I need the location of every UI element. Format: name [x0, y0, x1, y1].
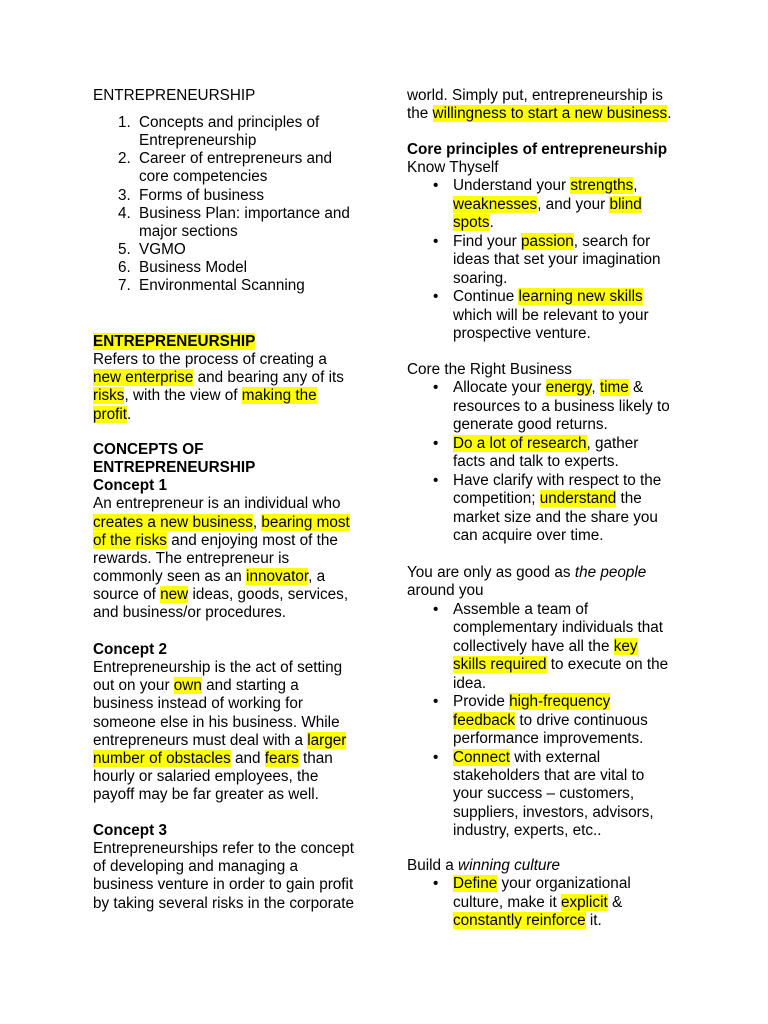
text-segment: , a: [308, 568, 326, 586]
text-segment: Entrepreneurships refer to the concept: [93, 840, 355, 858]
bullet-icon: [433, 472, 438, 490]
outline-text: [139, 277, 393, 295]
highlighted-text: larger: [307, 731, 347, 749]
bullet-icon: [433, 749, 438, 767]
text-line: [139, 150, 393, 168]
outline-item: [93, 259, 393, 277]
principle-section: [407, 564, 752, 841]
text-segment: business venture in order to gain profit: [93, 876, 354, 894]
definition-heading: [93, 333, 393, 351]
highlighted-text: own: [173, 677, 202, 695]
text-line: [453, 307, 752, 325]
bullet-icon: [433, 693, 438, 711]
text-segment: someone else in his business. While: [93, 713, 340, 731]
text-line: [453, 619, 752, 637]
outline-number: 4.: [118, 204, 131, 222]
text-line: [93, 786, 393, 804]
text-segment: stakeholders that are vital to: [453, 766, 645, 784]
outline-text: [139, 150, 393, 186]
highlighted-text: blind: [609, 195, 642, 213]
text-line: [453, 656, 752, 674]
highlighted-text: constantly reinforce: [453, 912, 586, 930]
outline-text: [139, 114, 393, 150]
text-line: [93, 895, 393, 913]
text-segment: .: [127, 405, 132, 423]
bullet-text: [453, 435, 752, 472]
text-segment: with external: [509, 748, 601, 766]
text-line: [407, 105, 752, 123]
text-line: [139, 114, 393, 132]
text-segment: Understand your: [453, 177, 571, 195]
outline-item: [93, 187, 393, 205]
text-segment: Environmental Scanning: [139, 277, 305, 295]
text-line: [93, 441, 393, 459]
text-segment: and bearing any of its: [193, 369, 344, 387]
text-segment: collectively have all the: [453, 637, 614, 655]
highlighted-text: number of obstacles: [93, 749, 231, 767]
text-line: [93, 840, 393, 858]
text-line: [139, 205, 393, 223]
text-line: [453, 894, 752, 912]
text-line: [93, 586, 393, 604]
text-segment: Refers to the process of creating a: [93, 351, 327, 369]
text-segment: Entrepreneurship is the act of setting: [93, 659, 343, 677]
text-segment: performance improvements.: [453, 730, 644, 748]
text-line: [453, 288, 752, 306]
text-segment: rewards. The entrepreneur is: [93, 549, 290, 567]
principles-heading: Core principles of entrepreneurship: [407, 141, 668, 158]
bullet-icon: [433, 379, 438, 397]
outline-text: [139, 259, 393, 277]
text-line: [453, 214, 752, 232]
text-line: [93, 351, 393, 369]
text-segment: the: [407, 105, 433, 123]
text-segment: market size and the share you: [453, 508, 658, 526]
bullet-item: [407, 875, 752, 930]
text-segment: CONCEPTS OF: [93, 441, 204, 458]
concepts-heading: [93, 441, 393, 477]
outline-item: [93, 241, 393, 259]
text-segment: You are only as good as: [407, 564, 575, 581]
highlighted-text: making the: [241, 387, 317, 405]
text-segment: ideas that set your imagination: [453, 251, 661, 269]
text-line: [453, 416, 752, 434]
text-segment: major sections: [139, 222, 238, 240]
text-segment: culture, make it: [453, 893, 561, 911]
topic-outline: [93, 114, 393, 296]
highlighted-text: learning new skills: [518, 288, 643, 306]
text-segment: &: [607, 893, 623, 911]
definition-section: [93, 333, 393, 424]
text-segment: competition;: [453, 490, 540, 508]
text-line: [93, 406, 393, 424]
text-line: [139, 241, 393, 259]
text-segment: VGMO: [139, 241, 186, 259]
text-segment: core competencies: [139, 168, 268, 186]
outline-item: [93, 114, 393, 150]
text-segment: generate good returns.: [453, 416, 608, 434]
definition-body: [93, 351, 393, 424]
text-segment: facts and talk to experts.: [453, 453, 619, 471]
text-line: [453, 804, 752, 822]
bullet-icon: [433, 177, 438, 195]
outline-item: [93, 205, 393, 241]
bullet-item: [407, 379, 752, 434]
bullet-item: [407, 233, 752, 288]
text-line: [453, 233, 752, 251]
document-title: ENTREPRENEURSHIP: [93, 87, 256, 104]
text-line: [453, 875, 752, 893]
outline-number: 3.: [118, 186, 131, 204]
text-line: [453, 912, 752, 930]
highlighted-text: feedback: [453, 711, 516, 729]
highlighted-text: strengths: [570, 177, 634, 195]
text-segment: and starting a: [201, 677, 299, 695]
bullet-icon: [433, 601, 438, 619]
text-line: [93, 750, 393, 768]
text-line: [453, 398, 752, 416]
bullet-item: [407, 472, 752, 546]
concept-body: [93, 840, 393, 913]
text-line: [453, 453, 752, 471]
text-line: [93, 333, 393, 351]
highlighted-text: bearing most: [261, 513, 350, 531]
bullet-item: [407, 693, 752, 748]
text-segment: , search for: [573, 232, 651, 250]
text-line: [93, 858, 393, 876]
principle-title: [407, 361, 752, 379]
text-segment: ,: [633, 177, 638, 195]
concept-title: Concept 1: [93, 477, 167, 495]
highlighted-text: Connect: [453, 748, 510, 766]
highlighted-text: risks: [93, 387, 125, 405]
outline-number: 6.: [118, 259, 131, 277]
text-segment: to drive continuous: [515, 711, 648, 729]
text-segment: Allocate your: [453, 379, 546, 397]
text-line: [453, 270, 752, 288]
bullet-item: [407, 435, 752, 472]
text-line: [407, 857, 752, 875]
text-line: [407, 564, 752, 582]
text-segment: An entrepreneur is an individual who: [93, 495, 341, 513]
highlighted-text: time: [599, 379, 629, 397]
highlighted-text: fears: [264, 749, 299, 767]
text-segment: , gather: [586, 434, 639, 452]
text-segment: hourly or salaried employees, the: [93, 768, 319, 786]
text-line: [453, 749, 752, 767]
principle-section: [407, 857, 752, 931]
highlighted-text: innovator: [246, 568, 309, 586]
concept-1-section: [93, 441, 393, 623]
text-segment: ENTREPRENEURSHIP: [93, 459, 256, 477]
text-line: [453, 767, 752, 785]
text-line: [139, 223, 393, 241]
outline-item: [93, 277, 393, 295]
highlighted-text: understand: [539, 490, 617, 508]
text-line: [407, 87, 752, 105]
bullet-text: [453, 288, 752, 343]
text-segment: by taking several risks in the corporate: [93, 894, 355, 912]
highlighted-text: high-frequency: [509, 693, 611, 711]
text-line: [453, 675, 752, 693]
text-line: [93, 514, 393, 532]
text-segment: Provide: [453, 693, 510, 711]
text-segment: of developing and managing a: [93, 858, 298, 876]
text-segment: .: [489, 214, 494, 232]
text-line: [453, 601, 752, 619]
concept-title: Concept 2: [93, 641, 167, 658]
text-segment: ,: [252, 513, 262, 531]
text-line: [453, 325, 752, 343]
bullet-item: [407, 601, 752, 693]
highlighted-text: spots: [453, 214, 490, 232]
outline-item: [93, 150, 393, 186]
text-line: [453, 490, 752, 508]
text-segment: it.: [585, 912, 602, 930]
concept-title: Concept 3: [93, 822, 167, 839]
highlighted-text: weaknesses: [453, 195, 538, 213]
highlighted-text: energy: [545, 379, 592, 397]
italic-text: winning culture: [458, 857, 561, 874]
highlighted-text: of the risks: [93, 531, 167, 549]
text-segment: Career of entrepreneurs and: [139, 150, 333, 168]
text-line: [93, 714, 393, 732]
bullet-text: [453, 177, 752, 232]
text-segment: .: [667, 105, 672, 123]
text-line: [407, 159, 752, 177]
highlighted-text: Define: [453, 875, 498, 893]
text-segment: around you: [407, 582, 484, 600]
text-segment: Core the Right Business: [407, 361, 572, 378]
text-segment: prospective venture.: [453, 325, 591, 343]
italic-text: the people: [574, 564, 647, 581]
text-line: [93, 768, 393, 786]
text-line: [453, 177, 752, 195]
text-segment: source of: [93, 586, 161, 604]
highlighted-text: explicit: [560, 893, 608, 911]
outline-text: [139, 241, 393, 259]
text-segment: can acquire over time.: [453, 527, 604, 545]
outline-number: 1.: [118, 114, 131, 131]
text-line: [93, 568, 393, 586]
text-segment: Have clarify with respect to the: [453, 471, 662, 489]
text-segment: soaring.: [453, 269, 508, 287]
text-segment: your organizational: [497, 875, 631, 893]
text-segment: commonly seen as an: [93, 568, 247, 586]
text-segment: world. Simply put, entrepreneurship is: [407, 87, 663, 104]
text-line: [93, 695, 393, 713]
text-segment: Build a: [407, 857, 459, 874]
text-segment: which will be relevant to your: [453, 306, 649, 324]
text-line: [93, 659, 393, 677]
text-segment: ,: [591, 379, 600, 397]
bullet-icon: [433, 875, 438, 893]
text-line: [453, 730, 752, 748]
outline-text: [139, 205, 393, 241]
principle-title: [407, 857, 752, 875]
highlighted-text: passion: [521, 232, 574, 250]
highlighted-text: profit: [93, 405, 128, 423]
text-line: [453, 196, 752, 214]
text-line: [93, 532, 393, 550]
text-line: [453, 712, 752, 730]
bullet-icon: [433, 233, 438, 251]
text-segment: industry, experts, etc..: [453, 822, 602, 840]
text-line: [93, 876, 393, 894]
bullet-item: [407, 177, 752, 232]
bullet-icon: [433, 288, 438, 306]
text-segment: the: [616, 490, 642, 508]
text-line: [453, 822, 752, 840]
text-segment: Entrepreneurship: [139, 132, 257, 150]
text-line: [453, 785, 752, 803]
text-line: [453, 379, 752, 397]
text-segment: entrepreneurs must deal with a: [93, 731, 308, 749]
bullet-text: [453, 379, 752, 434]
text-segment: suppliers, investors, advisors,: [453, 803, 654, 821]
text-line: [93, 387, 393, 405]
text-segment: payoff may be far greater as well.: [93, 786, 319, 804]
text-segment: and: [230, 749, 265, 767]
text-line: [453, 693, 752, 711]
text-line: [93, 550, 393, 568]
outline-number: 5.: [118, 241, 131, 259]
text-line: [139, 132, 393, 150]
text-line: [93, 369, 393, 387]
principle-section: [407, 159, 752, 344]
text-line: [139, 187, 393, 205]
principle-section: [407, 361, 752, 546]
text-line: [93, 459, 393, 477]
text-line: [407, 361, 752, 379]
highlighted-text: new: [160, 586, 189, 604]
text-segment: Continue: [453, 288, 519, 306]
text-line: [139, 259, 393, 277]
bullet-item: [407, 749, 752, 841]
text-line: [139, 277, 393, 295]
bullet-item: [407, 288, 752, 343]
text-line: [93, 732, 393, 750]
text-segment: complementary individuals that: [453, 619, 664, 637]
concept-2-section: [93, 641, 393, 804]
text-line: [93, 677, 393, 695]
text-line: [407, 582, 752, 600]
concept-3-continued: [407, 87, 752, 124]
text-line: [453, 509, 752, 527]
text-segment: and enjoying most of the: [166, 531, 338, 549]
text-segment: and business/or procedures.: [93, 604, 287, 622]
bullet-text: [453, 749, 752, 841]
text-line: [453, 638, 752, 656]
principle-title: [407, 159, 752, 177]
text-segment: , with the view of: [124, 387, 242, 405]
text-segment: Business Plan: importance and: [139, 204, 350, 222]
bullet-icon: [433, 435, 438, 453]
concept-3-section: [93, 822, 393, 913]
bullet-text: [453, 601, 752, 693]
text-segment: Find your: [453, 232, 522, 250]
highlighted-text: Do a lot of research: [453, 434, 587, 452]
highlighted-text: willingness to start a new business: [432, 105, 668, 123]
highlighted-text: creates a new business: [93, 513, 253, 531]
text-segment: Assemble a team of: [453, 600, 589, 618]
text-line: [453, 472, 752, 490]
text-segment: business instead of working for: [93, 695, 304, 713]
text-segment: than: [298, 749, 333, 767]
outline-number: 2.: [118, 150, 131, 168]
bullet-text: [453, 233, 752, 288]
text-segment: Business Model: [139, 259, 247, 277]
text-line: [139, 168, 393, 186]
outline-text: [139, 187, 393, 205]
highlighted-text: skills required: [453, 656, 547, 674]
text-segment: out on your: [93, 677, 174, 695]
concept-body: [93, 495, 393, 622]
bullet-text: [453, 875, 752, 930]
text-line: [453, 527, 752, 545]
highlighted-text: new enterprise: [93, 369, 194, 387]
text-segment: Forms of business: [139, 186, 264, 204]
text-segment: ideas, goods, services,: [188, 586, 349, 604]
text-line: [93, 604, 393, 622]
highlighted-text: ENTREPRENEURSHIP: [93, 333, 256, 350]
text-segment: Concepts and principles of: [139, 114, 320, 131]
text-segment: Know Thyself: [407, 159, 499, 176]
outline-number: 7.: [118, 277, 131, 295]
principle-title: [407, 564, 752, 601]
text-segment: resources to a business likely to: [453, 397, 670, 415]
text-segment: idea.: [453, 674, 487, 692]
text-line: [453, 251, 752, 269]
text-segment: to execute on the: [546, 656, 669, 674]
bullet-text: [453, 693, 752, 748]
text-segment: your success – customers,: [453, 785, 635, 803]
concept-body: [93, 659, 393, 804]
text-segment: , and your: [537, 195, 610, 213]
text-segment: &: [628, 379, 644, 397]
bullet-text: [453, 472, 752, 546]
highlighted-text: key: [613, 637, 638, 655]
text-line: [93, 495, 393, 513]
text-line: [453, 435, 752, 453]
